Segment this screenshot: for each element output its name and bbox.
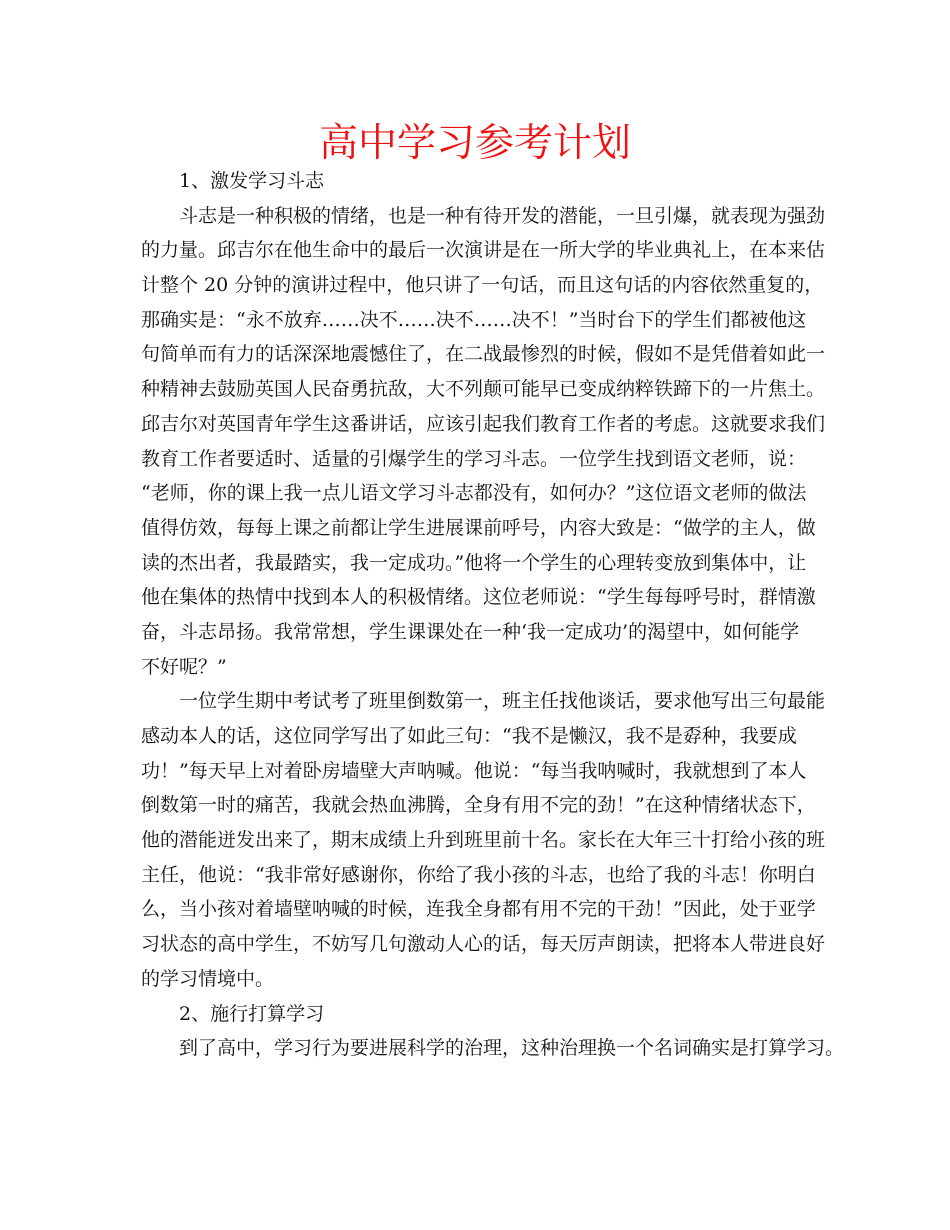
paragraph-line: 不好呢？” [141,655,227,678]
paragraph-line: 句简单而有力的话深深地震憾住了，在二战最惨烈的时候，假如不是凭借着如此一 [141,343,826,366]
paragraph-line: 奋，斗志昂扬。我常常想，学生课课处在一种‘我一定成功’的渴望中，如何能学 [141,620,800,643]
paragraph-line: “老师，你的课上我一点儿语文学习斗志都没有，如何办？”这位语文老师的做法 [141,482,807,505]
paragraph [141,199,826,685]
paragraph-line: 值得仿效，每每上课之前都让学生进展课前呼号，内容大致是：“做学的主人，做 [141,516,816,539]
paragraph-line: 1、激发学习斗志 [179,170,325,192]
paragraph-line: 种精神去鼓励英国人民奋勇抗敌，大不列颠可能早已变成纳粹铁蹄下的一片焦土。 [141,378,826,401]
paragraph-line: 功！”每天早上对着卧房墙壁大声呐喊。他说：“每当我呐喊时，我就想到了本人 [141,759,807,782]
paragraph-line: 斗志是一种积极的情绪，也是一种有待开发的潜能，一旦引爆，就表现为强劲 [179,204,826,227]
paragraph-line: 读的杰出者，我最踏实，我一定成功。”他将一个学生的心理转变放到集体中，让 [141,551,807,574]
paragraph-line: 那确实是：“永不放弃……决不……决不……决不！”当时台下的学生们都被他这 [141,308,807,331]
paragraph-line: 么，当小孩对着墙壁呐喊的时候，连我全身都有用不完的干劲！”因此，处于亚学 [141,898,816,921]
paragraph [141,684,826,996]
paragraph-line: 习状态的高中学生，不妨写几句激动人心的话，每天厉声朗读，把将本人带进良好 [141,933,826,956]
paragraph-line: 的学习情境中。 [141,967,275,990]
paragraph-line: 倒数第一时的痛苦，我就会热血沸腾，全身有用不完的劲！”在这种情绪状态下， [141,794,816,817]
paragraph-line: 感动本人的话，这位同学写出了如此三句：“我不是懒汉，我不是孬种，我要成 [141,725,797,747]
paragraph-line: 计整个 20 分钟的演讲过程中，他只讲了一句话，而且这句话的内容依然重复的， [141,274,824,297]
paragraph [141,997,813,1032]
paragraph-line: 的力量。邱吉尔在他生命中的最后一次演讲是在一所大学的毕业典礼上，在本来估 [141,239,826,262]
paragraph-line: 他的潜能迸发出来了，期末成绩上升到班里前十名。家长在大年三十打给小孩的班 [141,829,826,852]
paragraph-line: 一位学生期中考试考了班里倒数第一，班主任找他谈话，要求他写出三句最能 [179,690,826,713]
paragraph-line: 教育工作者要适时、适量的引爆学生的学习斗志。一位学生找到语文老师，说： [141,447,807,470]
paragraph [141,164,813,199]
paragraph-line: 主任，他说：“我非常好感谢你，你给了我小孩的斗志，也给了我的斗志！你明白 [141,863,816,886]
paragraph-line: 邱吉尔对英国青年学生这番讲话，应该引起我们教育工作者的考虑。这就要求我们 [141,412,826,435]
paragraph-line: 他在集体的热情中找到本人的积极情绪。这位老师说：“学生每每呼号时，群情激 [141,586,816,609]
paragraph-line: 2、施行打算学习 [179,1002,325,1025]
document-body [141,164,845,1066]
paragraph [141,1031,845,1066]
document-title: 高中学习参考计划 [318,121,631,166]
paragraph-line: 到了高中，学习行为要进展科学的治理，这种治理换一个名词确实是打算学习。 [179,1037,845,1060]
